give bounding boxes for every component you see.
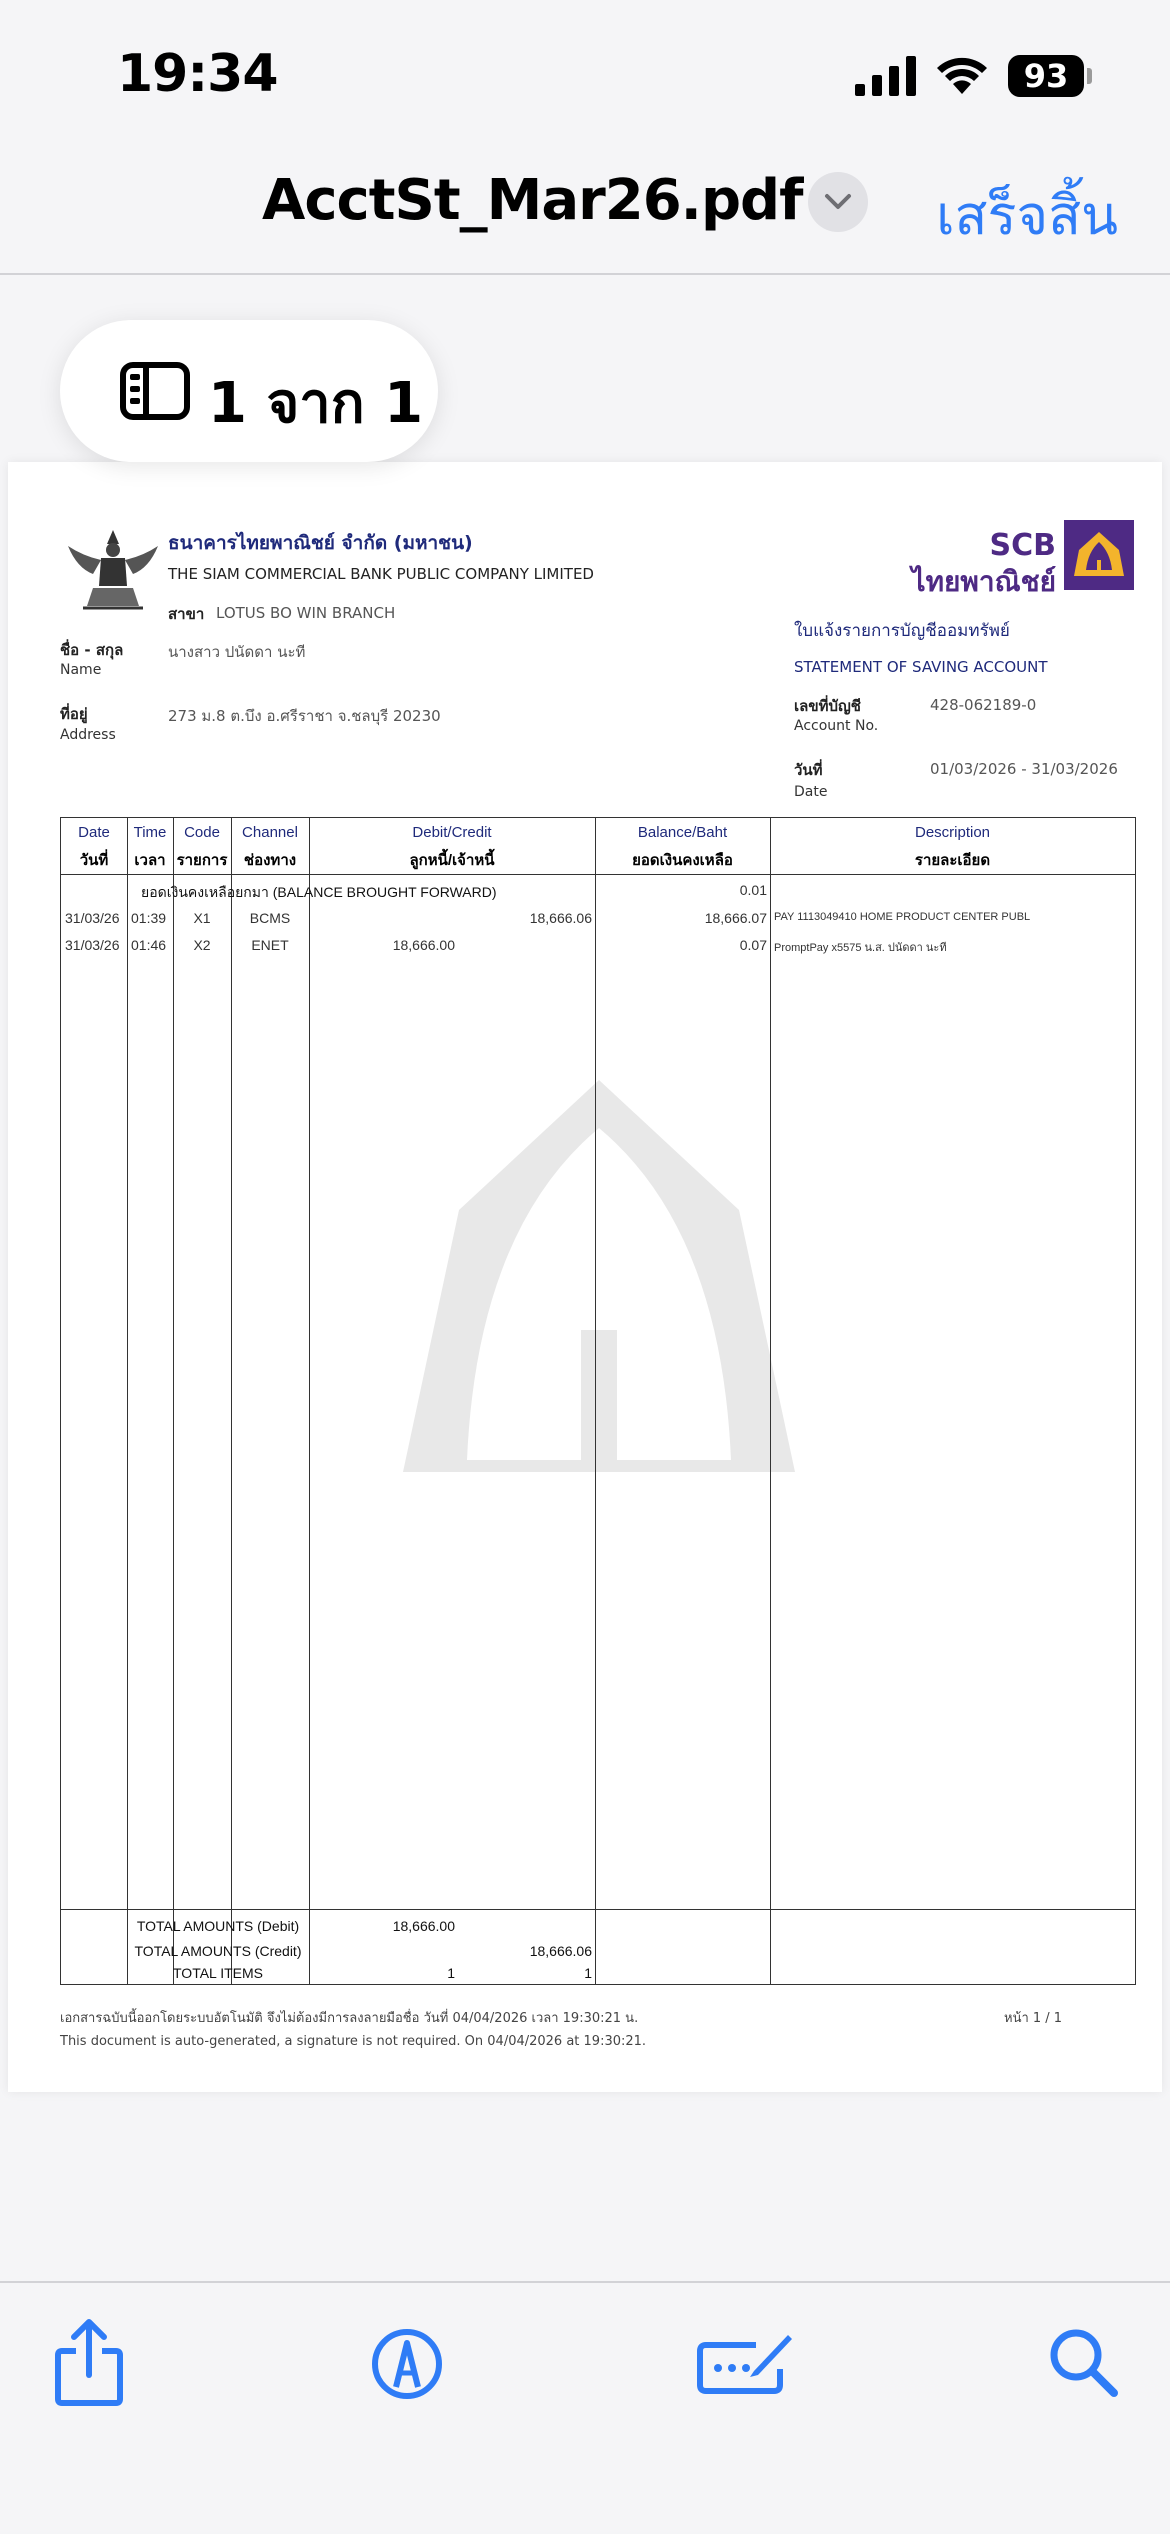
account-number: 428-062189-0 [930, 696, 1037, 714]
bank-name-en: THE SIAM COMMERCIAL BANK PUBLIC COMPANY LIMITED [168, 565, 594, 583]
row-balance: 0.07 [739, 937, 767, 953]
row-channel: ENET [251, 937, 289, 953]
transaction-table [60, 817, 1136, 1985]
scb-logo-text-th: ไทยพาณิชย์ [911, 565, 1056, 598]
row-code: X2 [193, 937, 211, 953]
wifi-icon [935, 52, 989, 94]
statement-title-th: ใบแจ้งรายการบัญชีออมทรัพย์ [794, 621, 1010, 641]
row-balance: 18,666.07 [704, 910, 767, 926]
total-items-label: TOTAL ITEMS [173, 1965, 263, 1981]
page-indicator[interactable] [60, 320, 438, 462]
date-label-th: วันที่ [794, 761, 823, 779]
brought-forward-label: ยอดเงินคงเหลือยกมา (BALANCE BROUGHT FORWARD) [141, 884, 497, 900]
col-code-en: Code [184, 824, 220, 841]
statement-title-en: STATEMENT OF SAVING ACCOUNT [794, 658, 1048, 676]
account-label-th: เลขที่บัญชี [794, 697, 861, 715]
address-label-en: Address [60, 727, 116, 743]
footer-note-th: เอกสารฉบับนี้ออกโดยระบบอัตโนมัติ จึงไม่ต้องมีการลงลายมือชื่อ วันที่ 04/04/2026 เวลา 19:30:21 น. [60, 2011, 639, 2026]
account-holder-name: นางสาว ปนัดดา นะที [168, 643, 306, 661]
total-credit-label: TOTAL AMOUNTS (Credit) [134, 1943, 302, 1959]
col-date-en: Date [78, 824, 110, 841]
branch-value: LOTUS BO WIN BRANCH [216, 604, 396, 622]
row-time: 01:39 [131, 910, 167, 926]
date-label-en: Date [794, 784, 828, 800]
row-channel: BCMS [249, 910, 291, 926]
signature-icon[interactable] [694, 2325, 796, 2397]
address-value: 273 ม.8 ต.บึง อ.ศรีราชา จ.ชลบุรี 20230 [168, 707, 441, 725]
address-label-th: ที่อยู่ [60, 705, 88, 723]
col-code-th: รายการ [176, 852, 228, 869]
share-icon[interactable] [52, 2317, 126, 2407]
garuda-emblem-icon [63, 526, 163, 612]
page-number: หน้า 1 / 1 [1004, 2011, 1063, 2026]
total-items-debit: 1 [447, 1965, 455, 1981]
total-debit-value: 18,666.00 [392, 1918, 455, 1934]
row-credit: 18,666.06 [529, 910, 592, 926]
footer-note-en: This document is auto-generated, a signature is not required. On 04/04/2026 at 19:30:21. [60, 2034, 647, 2049]
chevron-down-icon [824, 193, 852, 211]
cellular-signal-icon [855, 56, 917, 96]
col-channel-en: Channel [242, 824, 298, 841]
col-debit-credit-th: ลูกหนี้/เจ้าหนี้ [409, 852, 495, 869]
col-balance-th: ยอดเงินคงเหลือ [632, 852, 733, 869]
title-menu-button[interactable] [808, 172, 868, 232]
total-debit-label: TOTAL AMOUNTS (Debit) [136, 1918, 300, 1934]
markup-icon[interactable] [370, 2327, 444, 2401]
done-button[interactable]: เสร็จสิ้น [936, 184, 1118, 247]
row-description: PromptPay x5575 น.ส. ปนัดดา นะที [774, 942, 947, 954]
name-label-en: Name [60, 662, 102, 678]
bottom-toolbar [0, 2281, 1170, 2534]
col-time-th: เวลา [134, 852, 166, 869]
total-credit-value: 18,666.06 [529, 1943, 592, 1959]
col-description-th: รายละเอียด [914, 852, 991, 869]
search-icon[interactable] [1048, 2327, 1120, 2399]
navigation-bar [0, 130, 1170, 275]
pdf-page [8, 462, 1162, 2092]
col-balance-en: Balance/Baht [637, 824, 728, 841]
status-bar [0, 0, 1170, 130]
brought-forward-balance: 0.01 [739, 882, 767, 898]
row-date: 31/03/26 [65, 910, 120, 926]
row-debit: 18,666.00 [392, 937, 455, 953]
col-channel-th: ช่องทาง [243, 852, 297, 869]
bank-name-th: ธนาคารไทยพาณิชย์ จำกัด (มหาชน) [168, 532, 473, 554]
battery-indicator: 93 [1008, 55, 1084, 97]
account-label-en: Account No. [794, 718, 879, 734]
total-items-credit: 1 [584, 1965, 592, 1981]
row-code: X1 [193, 910, 211, 926]
col-debit-credit-en: Debit/Credit [412, 824, 492, 841]
branch-label: สาขา [168, 605, 205, 623]
document-title[interactable]: AcctSt_Mar26.pdf [262, 168, 803, 233]
scb-logo-icon [1064, 520, 1134, 590]
sidebar-icon [120, 362, 190, 420]
row-description: PAY 1113049410 HOME PRODUCT CENTER PUBL [774, 911, 1031, 923]
page-indicator-label: 1 จาก 1 [208, 371, 424, 436]
date-range: 01/03/2026 - 31/03/2026 [930, 760, 1118, 778]
scb-watermark-icon [399, 1080, 799, 1480]
status-time: 19:34 [117, 44, 278, 104]
row-time: 01:46 [131, 937, 167, 953]
col-time-en: Time [133, 824, 167, 841]
col-description-en: Description [914, 824, 991, 841]
battery-nub [1087, 68, 1092, 84]
name-label-th: ชื่อ - สกุล [60, 641, 124, 659]
col-date-th: วันที่ [79, 852, 109, 869]
row-date: 31/03/26 [65, 937, 120, 953]
scb-logo-text: SCB [989, 528, 1056, 563]
